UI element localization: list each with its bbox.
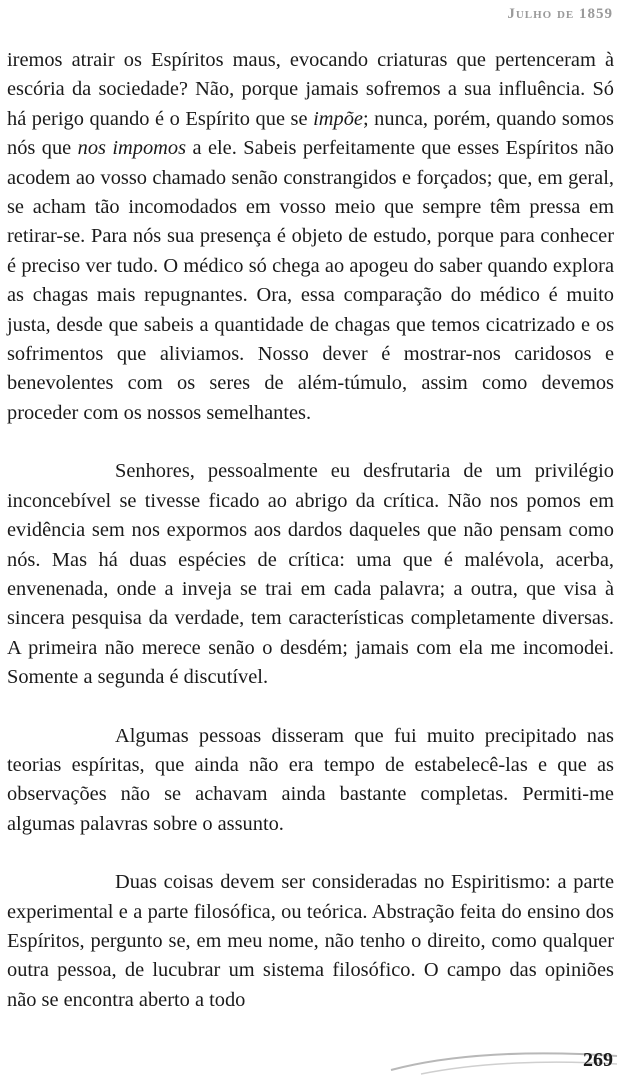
paragraph-1 (7, 46, 614, 428)
paragraph-2: Senhores, pessoalmente eu desfrutaria de um privilégio inconcebível se tivesse ficado ao abrigo da crítica. Não nos pomos em evidência sem nos expormos aos dardos daqueles que não pensam como nós. Mas há duas espécies de crítica: uma que é malévola, acerba, envenenada, onde a inveja se trai em cada palavra; a outra, que visa à sincera pesquisa da verdade, tem características completamente diversas. A primeira não merece senão o desdém; jamais com ela me incomodei. Somente a segunda é discutível. (7, 460, 614, 689)
running-head: Julho de 1859 (507, 6, 613, 22)
paragraph-1-text-a: iremos atrair os Espíritos maus, evocando criaturas que pertenceram à escória da sociedade? Não, porque jamais sofremos a sua influência. Só há perigo quando é o Espírito que se (7, 49, 614, 130)
page-text (7, 46, 614, 1015)
emphasis-nos-impomos: nos impomos (77, 137, 187, 160)
paragraph-1-text-b: ; nunca, porém, quando somos nós que (7, 107, 614, 160)
page-number: 269 (583, 1049, 613, 1071)
paragraph-gap (7, 693, 614, 722)
paragraph-1-text-c: a ele. Sabeis perfeitamente que esses Espíritos não acodem ao vosso chamado senão constrangidos e forçados; que, em geral, se acham tão incomodados em vosso meio que sempre têm pressa em retirar-se. Para nós sua presença é objeto de estudo, porque para conhecer é preciso ver tudo. O médico só chega ao apogeu do saber quando explora as chagas mais repugnantes. Ora, essa comparação do médico é muito justa, desde que sabeis a quantidade de chagas que temos cicatrizado e os sofrimentos que aliviamos. Nosso dever é mostrar-nos caridosos e benevolentes com os seres de além-túmulo, assim como devemos proceder com os nossos semelhantes. (7, 137, 615, 424)
paragraph-3: Algumas pessoas disseram que fui muito precipitado nas teorias espíritas, que ainda não era tempo de estabelecê-las e que as observações não se achavam ainda bastante completas. Permiti-me algumas palavras sobre o assunto. (7, 724, 614, 835)
paragraph-gap (7, 839, 614, 868)
paragraph-gap (7, 428, 614, 457)
emphasis-impoe: impõe (313, 107, 363, 130)
paragraph-4: Duas coisas devem ser consideradas no Espiritismo: a parte experimental e a parte filosófica, ou teórica. Abstração feita do ensino dos Espíritos, pergunto se, em meu nome, não tenho o direito, como qualquer outra pessoa, de lucubrar um sistema filosófico. O campo das opiniões não se encontra aberto a todo (7, 871, 614, 1011)
